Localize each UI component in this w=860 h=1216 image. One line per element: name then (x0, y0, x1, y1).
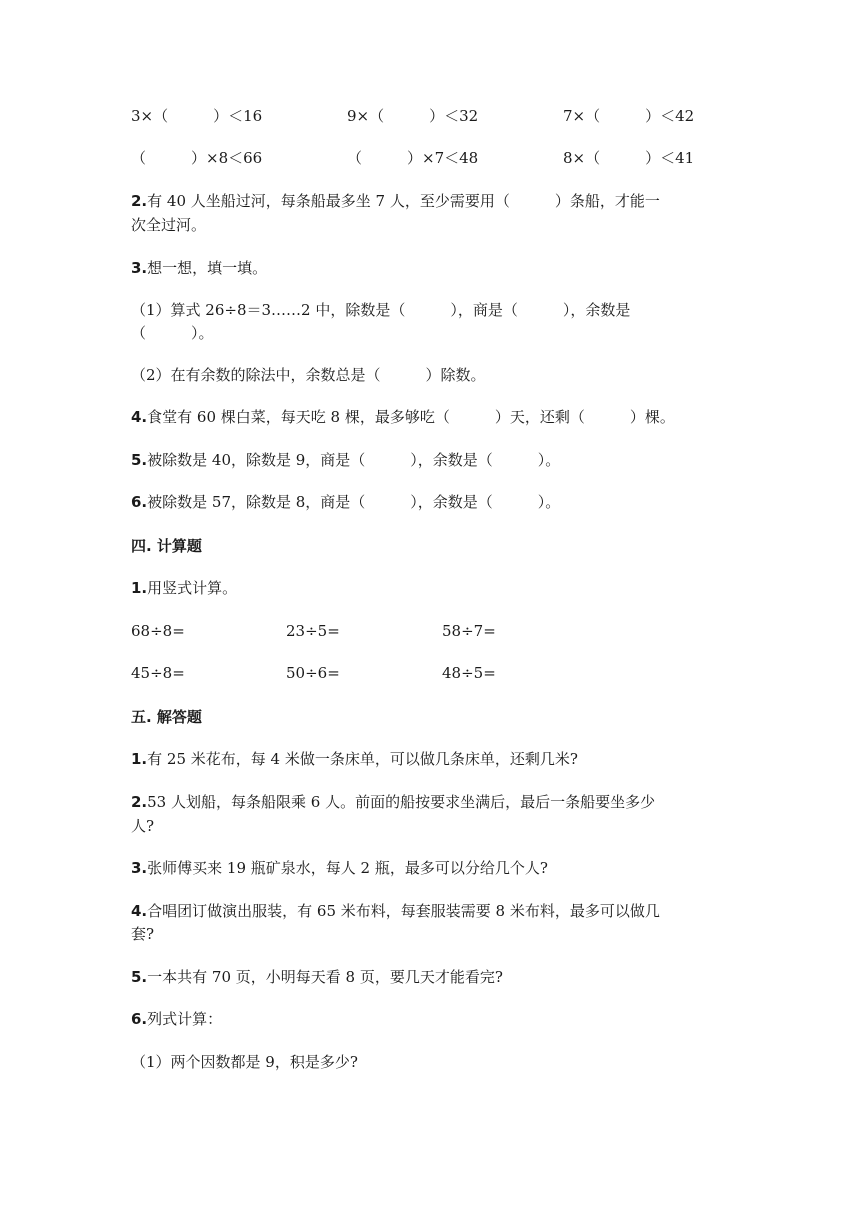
fill-question-3 (131, 257, 267, 279)
fill-question-2 (131, 190, 660, 212)
question-number: 4. (131, 408, 148, 426)
division-problem: 58÷7= (442, 622, 496, 640)
word-problem-2 (131, 791, 655, 813)
question-number: 1. (131, 579, 148, 597)
word-problem-4 (131, 900, 660, 922)
fill-question-6 (131, 491, 560, 513)
sub-question-1: （1）算式 26÷8＝3……2 中，除数是（ ），商是（ ），余数是 (131, 301, 631, 319)
question-text: 被除数是 57，除数是 8，商是（ ），余数是（ ）。 (147, 493, 561, 511)
question-text: 食堂有 60 棵白菜，每天吃 8 棵，最多够吃（ ）天，还剩（ ）棵。 (147, 408, 675, 426)
division-problem: 45÷8= (131, 664, 185, 682)
sub-question-2: （2）在有余数的除法中，余数总是（ ）除数。 (131, 366, 486, 384)
division-problem: 68÷8= (131, 622, 185, 640)
question-text: 想一想，填一填。 (147, 259, 268, 277)
fill-question-4 (131, 406, 675, 428)
question-number: 1. (131, 750, 148, 768)
question-text-continued: 次全过河。 (131, 216, 207, 234)
question-number: 2. (131, 793, 148, 811)
section-heading-calculation: 四. 计算题 (131, 537, 202, 555)
question-number: 6. (131, 493, 148, 511)
inequality-5: （ ）×7＜48 (347, 149, 479, 167)
sub-question-1: （1）两个因数都是 9，积是多少? (131, 1053, 358, 1071)
question-number: 3. (131, 259, 148, 277)
question-number: 3. (131, 859, 148, 877)
question-text-continued: 人? (131, 817, 155, 835)
question-text: 一本共有 70 页，小明每天看 8 页，要几天才能看完? (147, 968, 503, 986)
division-problem: 50÷6= (286, 664, 340, 682)
inequality-3: 7×（ ）＜42 (563, 107, 695, 125)
question-number: 5. (131, 968, 148, 986)
sub-question-1-continued: （ ）。 (131, 324, 214, 342)
section-heading-word-problems: 五. 解答题 (131, 708, 202, 726)
question-text-continued: 套? (131, 925, 155, 943)
division-problem: 48÷5= (442, 664, 496, 682)
question-text: 被除数是 40，除数是 9，商是（ ），余数是（ ）。 (147, 451, 561, 469)
question-number: 2. (131, 192, 148, 210)
question-text: 张师傅买来 19 瓶矿泉水，每人 2 瓶，最多可以分给几个人? (147, 859, 548, 877)
inequality-1: 3×（ ）＜16 (131, 107, 263, 125)
inequality-6: 8×（ ）＜41 (563, 149, 695, 167)
question-text: 列式计算： (147, 1010, 223, 1028)
inequality-4: （ ）×8＜66 (131, 149, 263, 167)
question-number: 6. (131, 1010, 148, 1028)
calc-question-1 (131, 577, 237, 599)
word-problem-1 (131, 748, 578, 770)
word-problem-5 (131, 966, 503, 988)
word-problem-3 (131, 857, 548, 879)
question-text: 53 人划船，每条船限乘 6 人。前面的船按要求坐满后，最后一条船要坐多少 (147, 793, 656, 811)
inequality-2: 9×（ ）＜32 (347, 107, 479, 125)
word-problem-6 (131, 1008, 222, 1030)
question-text: 有 25 米花布，每 4 米做一条床单，可以做几条床单，还剩几米? (147, 750, 578, 768)
question-text: 有 40 人坐船过河，每条船最多坐 7 人，至少需要用（ ）条船，才能一 (147, 192, 660, 210)
question-text: 用竖式计算。 (147, 579, 238, 597)
fill-question-5 (131, 449, 560, 471)
question-number: 5. (131, 451, 148, 469)
division-problem: 23÷5= (286, 622, 340, 640)
question-number: 4. (131, 902, 148, 920)
question-text: 合唱团订做演出服装，有 65 米布料，每套服装需要 8 米布料，最多可以做几 (147, 902, 660, 920)
